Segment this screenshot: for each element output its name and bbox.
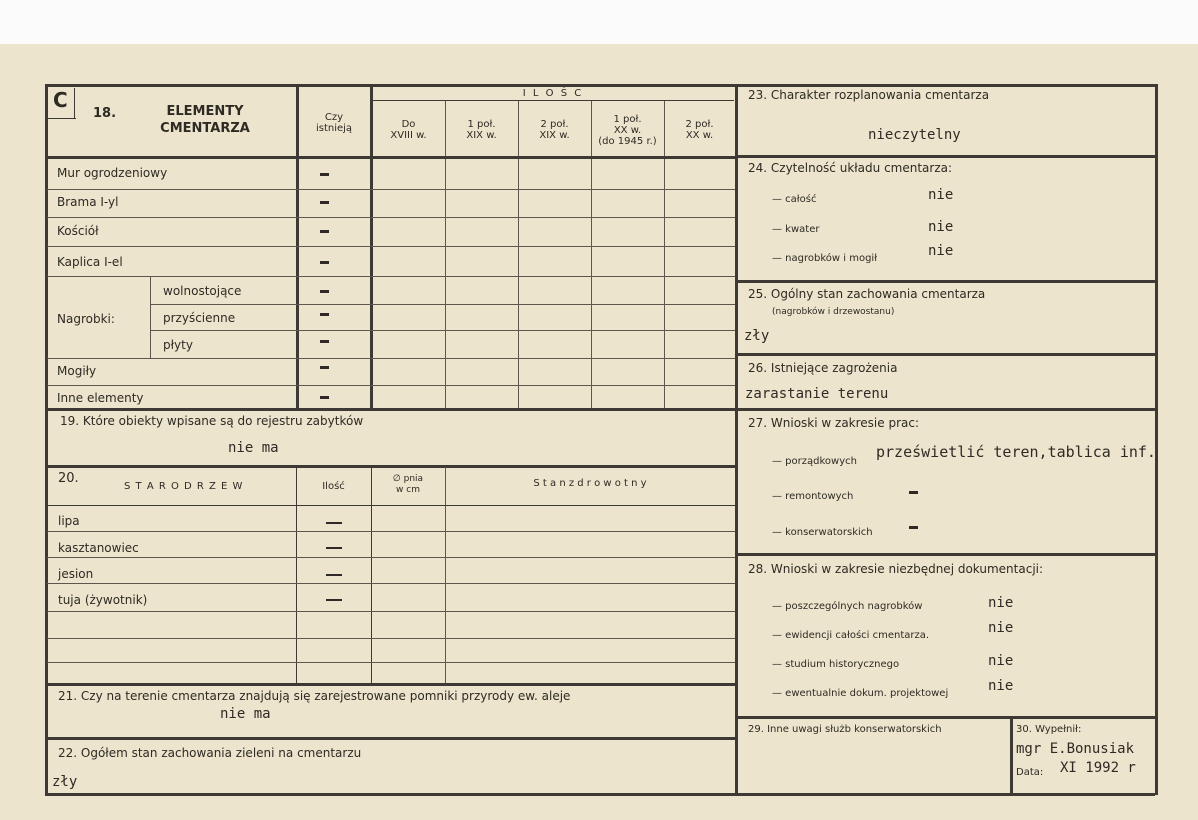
exists-mark [320,173,329,176]
s19-bottom [47,465,735,468]
s30-name: mgr E.Bonusiak [1016,741,1135,757]
s30-date-label: Data: [1016,767,1044,778]
period-2: 1 poł. XIX w. [466,119,497,141]
s28-value-3: nie [988,653,1014,669]
col-period-3 [591,101,592,410]
col-exists-l2: istnieją [315,123,353,134]
s23-label: 23. Charakter rozplanowania cmentarza [748,88,990,102]
form-card [0,44,1198,820]
frame-top [45,84,1155,87]
s21-bottom [47,737,735,740]
section-18-title-2: CMENTARZA [160,121,250,136]
s27-value-2 [909,491,918,494]
s28-item-2: — ewidencji całości cmentarza. [772,630,930,641]
col-period-4 [664,101,665,410]
s25-value: zły [744,328,770,344]
s20-col-1 [296,467,297,684]
s24-label: 24. Czytelność układu cmentarza: [748,161,953,175]
row-przyscienne: przyścienne [163,311,236,325]
s24-value-1: nie [928,187,954,203]
period-1: Do XVIII w. [390,119,427,141]
ilosc-rule [372,100,734,101]
section-letter: C [53,88,68,112]
section-18-number: 18. [93,106,117,121]
s27-bottom [737,553,1155,556]
s20-bottom [47,683,735,686]
s24-value-3: nie [928,243,954,259]
s18-header-bottom [47,156,735,159]
row-brama: Brama I-yl [57,195,119,209]
col-period-1 [445,101,446,410]
ilosc-header: I L O Ś C [522,88,584,99]
tree-kasztanowiec: kasztanowiec [58,541,139,555]
s19-label: 19. Które obiekty wpisane są do rejestru zabytków [60,414,364,428]
col-period-2 [518,101,519,410]
row-mogily: Mogiły [57,364,97,378]
tree-count-mark [326,522,342,524]
period-3: 2 poł. XIX w. [539,119,570,141]
s24-bottom [737,280,1155,283]
s20-col-health: S t a n z d r o w o t n y [533,478,647,489]
s24-item-1: — całość [772,194,817,205]
s24-item-2: — kwater [772,224,820,235]
tree-tuja: tuja (żywotnik) [58,593,148,607]
exists-mark [320,290,329,293]
row-kaplica: Kaplica I-el [57,255,123,269]
s22-value: zły [52,774,78,790]
s22-label: 22. Ogółem stan zachowania zieleni na cmentarzu [58,746,362,760]
tree-count-mark [326,599,342,601]
s24-value-2: nie [928,219,954,235]
s20-col-2 [371,467,372,684]
s25-sub: (nagrobków i drzewostanu) [772,307,895,317]
s29-s30-divider [1010,718,1013,793]
s19-value: nie ma [228,440,279,456]
s26-bottom [737,408,1155,411]
s20-col-count: Ilość [322,481,345,492]
frame-left [45,84,48,795]
period-4: 1 poł. XX w. (do 1945 r.) [598,114,657,147]
row-mur: Mur ogrodzeniowy [57,166,168,180]
s18-bottom [47,408,735,411]
row-plyty: płyty [163,338,193,352]
frame-right [1155,84,1158,795]
period-5: 2 poł. XX w. [685,119,714,141]
s23-value: nieczytelny [868,127,961,143]
exists-mark [320,201,329,204]
s27-item-2: — remontowych [772,491,854,502]
row-kosciol: Kościół [57,224,99,238]
s29-label: 29. Inne uwagi służb konserwatorskich [748,724,942,735]
s30-label: 30. Wypełnił: [1016,724,1082,735]
s20-header-bottom [47,505,735,506]
section-18-title-1: ELEMENTY [166,104,244,119]
s23-bottom [737,155,1155,158]
col-18-exists-left [296,86,299,410]
exists-mark [320,313,329,316]
s28-value-2: nie [988,620,1014,636]
s27-item-3: — konserwatorskich [772,527,873,538]
frame-bottom [45,793,1155,796]
exists-mark [320,366,329,369]
s26-label: 26. Istniejące zagrożenia [748,361,898,375]
s24-item-3: — nagrobków i mogił [772,253,878,264]
s21-label: 21. Czy na terenie cmentarza znajdują się zarejestrowane pomniki przyrody ew. aleje [58,689,571,703]
s28-bottom [737,716,1155,719]
s26-value: zarastanie terenu [745,386,889,402]
row-wolnostojace: wolnostojące [163,284,242,298]
s28-value-4: nie [988,678,1014,694]
s21-value: nie ma [220,706,271,722]
s20-col-3 [445,467,446,684]
s30-date: XI 1992 r [1060,760,1136,776]
s20-number: 20. [58,471,79,486]
row-nagrobki: Nagrobki: [57,312,115,326]
s27-value-3 [909,526,918,529]
column-divider [735,84,738,795]
tree-jesion: jesion [58,567,94,581]
s27-label: 27. Wnioski w zakresie prac: [748,416,920,430]
row-inne: Inne elementy [57,391,144,405]
exists-mark [320,340,329,343]
s25-bottom [737,353,1155,356]
s28-item-1: — poszczególnych nagrobków [772,601,923,612]
exists-mark [320,261,329,264]
s28-item-3: — studium historycznego [772,659,900,670]
s27-value-1: prześwietlić teren,tablica inf. [876,443,1156,461]
s20-col-diameter: ∅ pnia w cm [392,474,424,495]
s28-item-4: — ewentualnie dokum. projektowej [772,688,949,699]
exists-mark [320,396,329,399]
s28-label: 28. Wnioski w zakresie niezbędnej dokumentacji: [748,562,1044,576]
s27-item-1: — porządkowych [772,456,857,467]
tree-lipa: lipa [58,514,80,528]
s28-value-1: nie [988,595,1014,611]
col-exists-l1: Czy [324,112,344,123]
s20-title: S T A R O D R Z E W [124,481,244,492]
tree-count-mark [326,547,342,549]
nagrobki-divider [150,277,151,358]
s25-label: 25. Ogólny stan zachowania cmentarza [748,287,986,301]
exists-mark [320,230,329,233]
tree-count-mark [326,574,342,576]
